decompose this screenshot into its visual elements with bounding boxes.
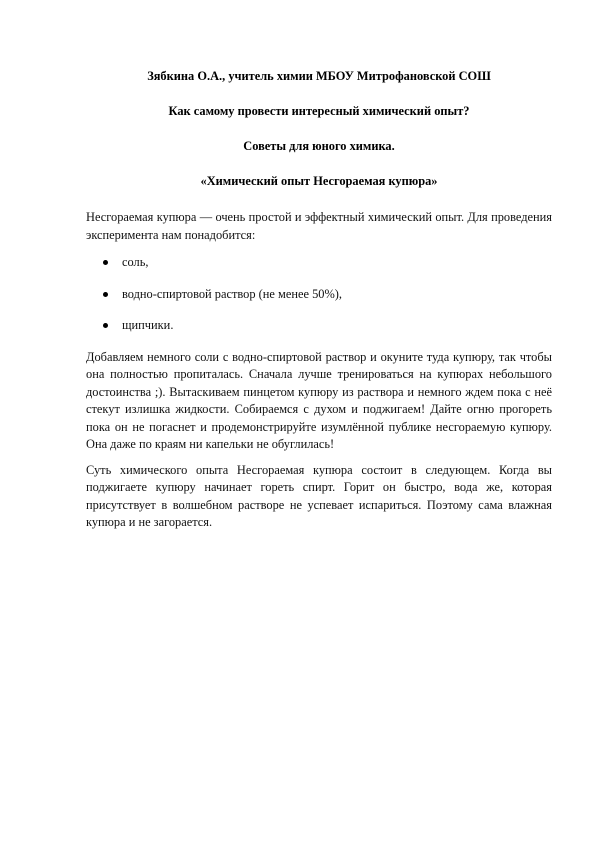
document-body — [86, 68, 552, 540]
explanation-paragraph: Суть химического опыта Несгораемая купюра состоит в следующем. Когда вы поджигаете купюру начинает гореть спирт. Горит он быстро, вода же, которая присутствует в волшебном растворе не успевает испариться. Поэтому сама влажная купюра и не загорается. — [86, 462, 552, 529]
author-line: Зябкина О.А., учитель химии МБОУ Митрофановской СОШ — [147, 69, 491, 83]
bullet-icon — [103, 292, 108, 297]
materials-list — [86, 254, 552, 335]
bullet-icon — [103, 260, 108, 265]
list-item — [89, 317, 552, 335]
experiment-title: «Химический опыт Несгораемая купюра» — [200, 174, 438, 188]
list-item — [89, 254, 552, 272]
list-item — [89, 286, 552, 304]
intro-paragraph: Несгораемая купюра — очень простой и эффектный химический опыт. Для проведения эксперимента нам понадобится: — [86, 210, 552, 242]
subtitle-heading: Советы для юного химика. — [243, 139, 395, 153]
procedure-paragraph: Добавляем немного соли с водно-спиртовой раствор и окуните туда купюру, так чтобы она полностью пропиталась. Сначала лучше тренироваться на купюрах небольшого достоинства ;). Вытаскиваем пинцетом купюру из раствора и немного ждем пока с неё стекут излишка жидкости. Собираемся с духом и поджигаем! Дайте огню прогореть пока он не погаснет и продемонстрируйте изумлённой публике несгораемую купюру. Она даже по краям ни капельки не обуглилась! — [86, 349, 552, 451]
list-item-text: водно-спиртовой раствор (не менее 50%), — [122, 286, 343, 301]
bullet-icon — [103, 323, 108, 328]
question-heading: Как самому провести интересный химический опыт? — [168, 104, 470, 118]
list-item-text: щипчики. — [122, 318, 174, 332]
list-item-text: соль, — [122, 255, 149, 269]
